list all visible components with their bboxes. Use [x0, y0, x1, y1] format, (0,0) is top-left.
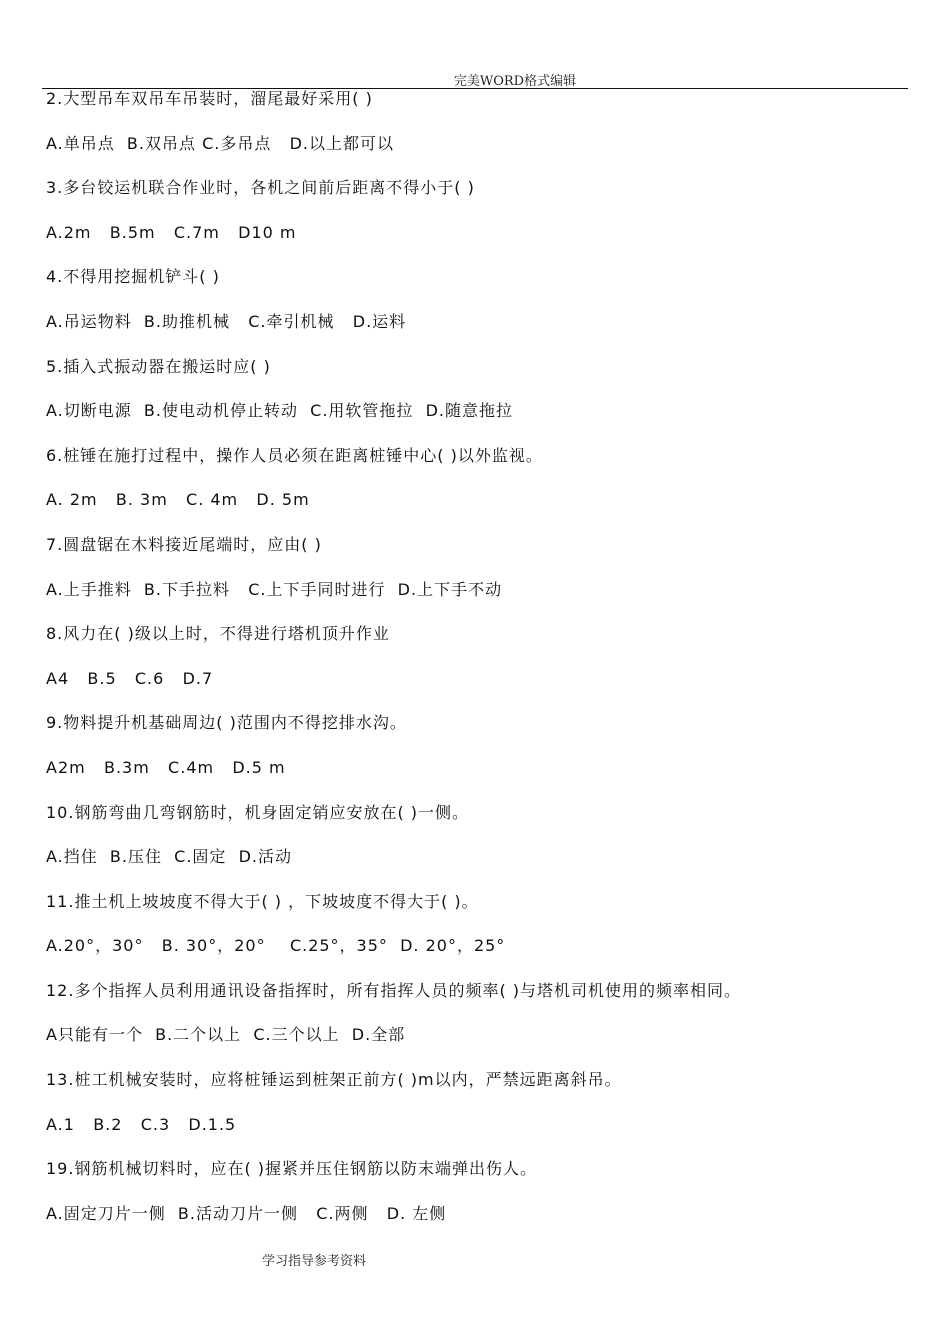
answer-options: A.切断电源 B.使电动机停止转动 C.用软管拖拉 D.随意拖拉 — [46, 401, 513, 421]
answer-options: A.2m B.5m C.7m D10 m — [46, 222, 297, 242]
question-text: 3.多台铰运机联合作业时，各机之间前后距离不得小于( ) — [46, 178, 475, 198]
question-text: 13.桩工机械安装时，应将桩锤运到桩架正前方( )m以内，严禁远距离斜吊。 — [46, 1070, 622, 1090]
answer-options: A.上手推料 B.下手拉料 C.上下手同时进行 D.上下手不动 — [46, 579, 503, 599]
question-text: 7.圆盘锯在木料接近尾端时，应由( ) — [46, 534, 322, 554]
page-header: 完美WORD格式编辑 — [453, 74, 577, 89]
question-text: 11.推土机上坡坡度不得大于( ) ，下坡坡度不得大于( )。 — [46, 891, 479, 911]
question-text: 4.不得用挖掘机铲斗( ) — [46, 267, 220, 287]
answer-options: A.1 B.2 C.3 D.1.5 — [46, 1114, 237, 1134]
question-text: 5.插入式振动器在搬运时应( ) — [46, 356, 271, 376]
question-text: 9.物料提升机基础周边( )范围内不得挖排水沟。 — [46, 713, 407, 733]
answer-options: A.20°，30° B. 30°，20° C.25°，35° D. 20°，25° — [46, 936, 506, 956]
answer-options: A.单吊点 B.双吊点 C.多吊点 D.以上都可以 — [46, 133, 394, 153]
question-text: 8.风力在( )级以上时，不得进行塔机顶升作业 — [46, 624, 390, 644]
answer-options: A.挡住 B.压住 C.固定 D.活动 — [46, 847, 292, 867]
answer-options: A.吊运物料 B.助推机械 C.牵引机械 D.运料 — [46, 311, 407, 331]
page-footer: 学习指导参考资料 — [262, 1254, 367, 1269]
answer-options: A.固定刀片一侧 B.活动刀片一侧 C.两侧 D. 左侧 — [46, 1203, 447, 1223]
answer-options: A只能有一个 B.二个以上 C.三个以上 D.全部 — [46, 1025, 406, 1045]
question-text: 10.钢筋弯曲几弯钢筋时，机身固定销应安放在( )一侧。 — [46, 802, 470, 822]
question-list — [46, 85, 916, 1244]
answer-options: A4 B.5 C.6 D.7 — [46, 668, 214, 688]
question-text: 6.桩锤在施打过程中，操作人员必须在距离桩锤中心( )以外监视。 — [46, 445, 543, 465]
question-text: 12.多个指挥人员利用通讯设备指挥时，所有指挥人员的频率( )与塔机司机使用的频率相同。 — [46, 980, 742, 1000]
question-text: 2.大型吊车双吊车吊装时，溜尾最好采用( ) — [46, 89, 373, 108]
question-text: 19.钢筋机械切料时，应在( )握紧并压住钢筋以防末端弹出伤人。 — [46, 1159, 538, 1179]
answer-options: A2m B.3m C.4m D.5 m — [46, 757, 286, 777]
answer-options: A. 2m B. 3m C. 4m D. 5m — [46, 490, 310, 510]
